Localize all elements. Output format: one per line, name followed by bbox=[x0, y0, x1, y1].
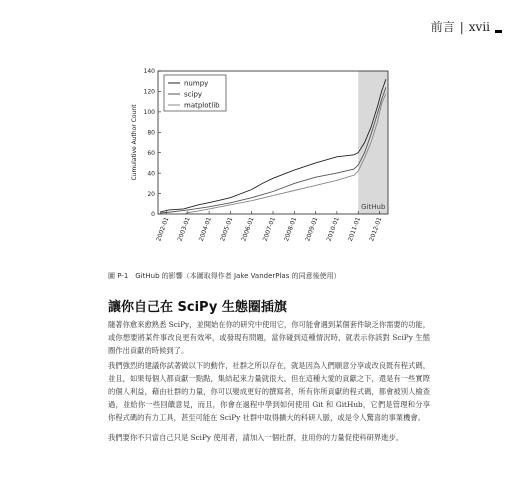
page-number: xvii bbox=[468, 19, 490, 34]
body-paragraph: 隨著你愈來愈熟悉 SciPy，並開始在你的研究中使用它，你可能會遇到某個套件缺乏你需要的功能，或你想要將某件事改良更有效率，或發現有問題，當你碰到這種情況時，就表示你該對 SciPy 生態圈作出貢獻的時候到了。 bbox=[108, 320, 430, 355]
github-shaded-region bbox=[358, 71, 388, 214]
y-tick-label: 20 bbox=[147, 190, 155, 198]
series-line-matplotlib bbox=[186, 94, 386, 214]
legend-label-numpy: numpy bbox=[184, 79, 209, 88]
x-tick-label: 2010-01 bbox=[325, 216, 341, 243]
header-separator: | bbox=[459, 19, 464, 34]
x-tick-label: 2008-01 bbox=[283, 216, 299, 243]
y-tick-label: 140 bbox=[143, 68, 155, 76]
x-tick-label: 2009-01 bbox=[304, 216, 320, 243]
body-paragraph: 我們要你不只當自己只是 SciPy 使用者，請加入一個社群，並用你的力量促使科研界進步。 bbox=[108, 433, 404, 442]
author-count-chart bbox=[108, 64, 406, 268]
figure-caption: 圖 P-1 GitHub 的影響（本圖取得作者 Jake VanderPlas 的同意後使用） bbox=[108, 272, 341, 280]
section-title: 讓你自己在 SciPy 生態圈插旗 bbox=[108, 300, 287, 315]
y-tick-label: 60 bbox=[147, 149, 155, 157]
y-tick-label: 40 bbox=[147, 170, 155, 178]
x-tick-label: 2005-01 bbox=[219, 216, 235, 243]
x-tick-label: 2007-01 bbox=[261, 216, 277, 243]
y-tick-label: 100 bbox=[143, 109, 155, 117]
y-tick-label: 120 bbox=[143, 88, 155, 96]
page-header bbox=[431, 18, 502, 35]
chapter-title: 前言 bbox=[430, 20, 455, 34]
body-paragraph: 我們強烈的建議你試著做以下的動作，社群之所以存在，就是因為人們願意分享或改良既有程式碼，並且，如果每個人都貢獻一點點，集結起來力量就很大。但在這種大愛的貢獻之下，還是有一些實際的個人利益，藉由社群的力量，你可以變成更好的撰寫者，所有你所貢獻的程式碼，都會被別人檢查過，並給你一些回饋意見，而且，你會在過程中學到如何使用 Git 和 GitHub，它們是管理和分享你程式碼的有力工具，甚至可能在 SciPy 社群中取得擴大的科研人脈，或是令人驚喜的事業機會。 bbox=[108, 361, 430, 422]
y-axis-label: Cumulative Author Count bbox=[131, 104, 138, 181]
y-tick-label: 0 bbox=[151, 211, 155, 219]
legend-label-matplotlib: matplotlib bbox=[184, 101, 220, 110]
x-tick-label: 2011-01 bbox=[346, 216, 363, 243]
legend-label-scipy: scipy bbox=[184, 90, 203, 99]
x-tick-label: 2003-01 bbox=[176, 216, 192, 243]
x-tick-label: 2002-01 bbox=[155, 216, 171, 243]
header-bar-marker bbox=[495, 30, 502, 33]
x-tick-label: 2004-01 bbox=[197, 216, 213, 243]
github-region-label: GitHub bbox=[361, 203, 386, 211]
x-tick-label: 2006-01 bbox=[240, 216, 256, 243]
x-tick-label: 2012-01 bbox=[368, 216, 384, 243]
y-tick-label: 80 bbox=[147, 129, 155, 137]
